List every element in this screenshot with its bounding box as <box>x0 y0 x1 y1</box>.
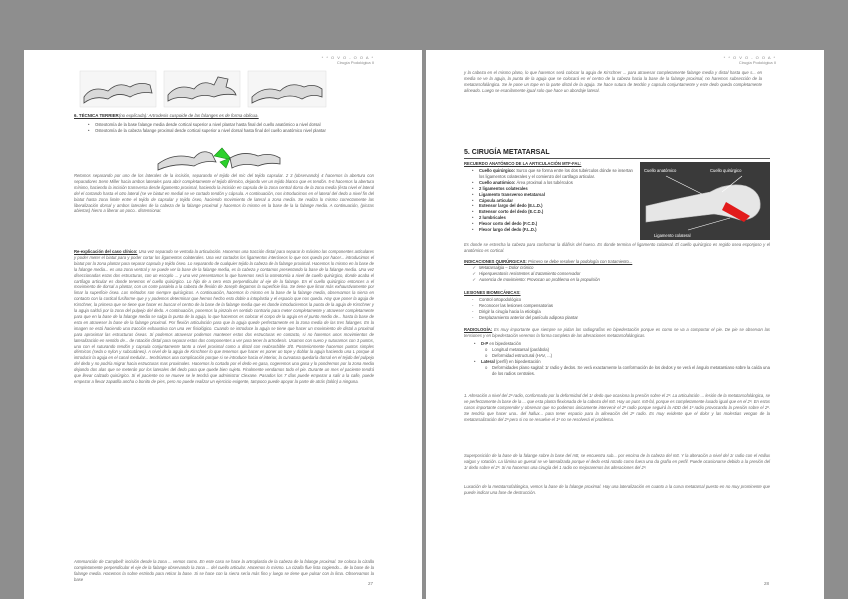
list-item: o Longitud metatarsal (parábola) <box>485 346 550 352</box>
list-item: • Lateral (perfil) en bipedestación <box>474 358 541 364</box>
foot-bones-figure-top <box>78 69 328 109</box>
indications-list <box>470 265 750 283</box>
section-underline <box>464 158 770 159</box>
anatomy-heading: RECUERDO ANATÓMICO DE LA ARTICULACIÓN MTF-FAL: <box>464 161 582 166</box>
list-item: • Osteotomía de la base falange media desde cortical superior a nivel plantar hasta final del cuello anatómico a nivel dorsal <box>88 122 321 127</box>
list-item: • Ligamento transverso metatarsal <box>472 191 545 197</box>
page-number: 27 <box>368 581 374 586</box>
header-code: * * O V O - O O A * <box>723 55 776 60</box>
list-item: - Desplazamiento anterior del panículo adiposo plantar <box>472 314 578 320</box>
case-paragraph-3: Luxación de la metatarsofalángica, vemos la base de la falange proximal. Hay una lateralización en cuanto a la curva metatarsal puesto en no muy prominente que puede indicar una fase de destrucción. <box>464 484 770 495</box>
page-number: 28 <box>764 581 770 586</box>
list-item: - Control ortopodológico <box>472 297 522 302</box>
list-item: o Deformidad estructural (HAV, ...) <box>485 352 553 358</box>
radiology-list <box>472 341 770 376</box>
list-item: • 2 ligamentos colaterales <box>472 185 528 191</box>
procedure-paragraph-1: Retomos separando por uno de los laterales de la incisión, separando el tejido del mic del tejido capsular. 2 3 (observando) 4 hacemos la abertura con separadores Senn Miller hacia ambos laterales para abrir completamente el tejido dérmico, dejando ver un tejido blanco que es tendón. 5-6 hacemos la abertura mínimo, haciendo la incisión transversa desde ligamento proximal, haciendo la incisión en capsula de la zona central dorso de la zona media (ésta nivel el lateral del el cortando hasta el otro lateral (se ve biatut en medial se ve cortado tendón y cápsula. A continuación, nos introducimos en el lateral del dedo a nivel fin del biatut hasta zona limite entre el tejido de capsular y tejido óseo, haciendo movimiento de lateral a zona media. Se realiza lo mismo correctamente las liberalización dorsal y ambos laterales de la cabeza de la falange proximal y hacemos lo mismo en la base de la la falange media. A continuación, (pinzas abiertas) hierro a liberar un poco.. distensionar. <box>74 173 374 214</box>
radiology-paragraph: RADIOLOGÍA: Es muy importante que siempre se pidan las radiografías en bipedestación porque es como se va a comportar el pie. De pie se observan las tensiones y en bipedestación veremos la forma completa de las alteraciones metatarsofalángicas. <box>464 327 770 338</box>
list-item: • Flexor largo del dedo (F.L.D.) <box>472 227 537 233</box>
lesions-list <box>470 297 750 321</box>
list-item: • Cuello quirúrgico: Surco que se forma entre los dos tubérculos dónde se insertan los ligamentos colaterales y el comienzo del cartílago articular. <box>472 168 633 179</box>
list-item: • Osteotomía de la cabeza falange proximal desde cortical superior a nivel dorsal hasta final del cuello anatómico nivel plantar <box>88 127 326 133</box>
header-subject: Cirugía Podológica II <box>738 60 776 65</box>
list-item: • Extensor largo del dedo (E.L.D.) <box>472 203 543 209</box>
procedure-paragraph-2: Re-explicación del caso clínico: Una vez separado se vertoda la articulación. Hacemos una tracción distal para separar lo máximo las componentes articulares y poder meter el biatut para y poder cortar los ligamentos colaterales. Una vez cortados los ligamentos interóseos lo que nos queda por hacer... introducimos el biatut por la zona plantar para separar capsula y tejido óseo. Lo separando de cualquier tejido la cabeza de la falange proximal. Hacemos lo mismo en la base de la falange media... es una zona ventral y se puede ver la base de la falange media, es la cabeza y contamos presentando la base de la falange media. Una vez diseccionadas estas dos estructuras, con un escoplo ... y una vez presentamos lo que haremos será la osteotomía a nivel de cuello quirúrgico, donde acaba el cartílago articular es donde tenemos el cuello quirúrgico. Lo hijo de a cero esta perpendicular al eje de la falange. En el cuello quirúrgico entonces a el movimiento de dorsal a plantar, con un corte paralela a la cabeza de flexión de Joseph degamos la superficie lisa. Se tiene que limar más exhaustivamente por limar la superficie ósea. Los métodos son siempre quirúrgicos. A continuación, hacemos lo mismo en la base de la falange media, observamos la sierra en contacto con la cortical fusiforme que y y podemos determinar que hemos hecho esto doble a intoplastia y el espacio que nos queda. Hay que poner la aguja de Kirschner, la primera que se tiene que hacer es buscar el centro de la base de la falange media que es donde introduciremos la punta de la aguja de Kirschner y la aguja saldrá por la zona del pulpejo del dedo. A continuación, ponemos la pinzola en sentido contrario para meter completamente y atraveser completamente para que en la base de la falange media se salga la punta de la aguja, lo que hacemos es colocar el corpo de la aguja en el punto medio de... hasta la base de esta en atraveser la base de la falange proximal. Por flexión articulación para que la aguja quede perfectamente en la zona media de las tres falanges. En la imagen se está haciendo una tracción exhaustiva con una ver fisiológico. Cuando se introduce la aguja se tiene que hacer un movimiento de distal a proximal para aproximar las estructuras óseas. Si podemos atravesar podemos mantener estos dos estructuras en contacto, si no haremos unos movimientos de lateralización en sentido de... de rotación distal para separar estos dos componentes a ver para tener la artrodesis. Usamos con suero y suturamos con 3 puntos, una con el suturando tendón y capsula conjuntamente tanto a nivel proximal como a distal con reabsorbible 3/0. Posteriormente hacemos puntos simples dérmicos (seda o nylon y subcutáneo). A nivel de la aguja de Kirschner lo que tenemos que hacer es poner un tope y doblar la aguja haciendo una L porque al introducir la aguja en el canal medular... tendríamos una complicación porque si se introduce hacia el interior, la curvatura quedaría dorsal en el tejido del pulpejo del dedo y no podría migrar hacia estructuras mas proximales. Hacemos lo cortado por el dedo en gasa, cogeremos una gasa y lo pondremos por la zona media dejando dos alas que se meterán por los laterales del dedo para que quede bien sujeto. Finalmente vendamos todo el pie. Durante un mes el paciente tendrá que llevar calzado quirúrgico. Si el paciente no se mueve se le tendrá que administrar Clexane. Pasados los 7 días puede empezar a salir a la calle, puede empezar a llevar zapatilla ancha o bonito de pies, pero no puede realizar un ejercicio exigente, tampoco puede apoyar la parte de atrás (talón) a ninguna. <box>74 249 374 384</box>
label-cuello-anatomico: Cuello anatómico <box>644 168 677 173</box>
list-item: • Cuello anatómico: Área proximal a los tubérculos <box>472 179 573 185</box>
list-item: • Extensor corto del dedo (E.C.D.) <box>472 209 544 215</box>
continuation-paragraph: y la cabeza en el mismo plano, lo que haremos será colocar la aguja de Kirschner ... para atravesar completamente falange media y distal hasta que s... en media se ve la aguja, la punta de la aguja que se colocará en el centro de la cabeza hacia la base de la falange proximal, no haremos subsección de la metatarsofalángica. Se le pone un tope en la parte distal de la aguja. Se hace sutura de tendón y capsula conjuntamente y este dedo queda completamente alineado. Luego se esanilamente igual solo que hace un abordaje lateral. <box>464 70 762 93</box>
metatarsal-head-diagram <box>640 162 770 240</box>
definition-paragraph: Es donde se estrecha la cabeza para conformar la diáfisis del hueso. Es donde termina el ligamento colateral. El cuello quirúrgico es regido osea esponjoso y el anatómico es cortical. <box>464 242 770 253</box>
section-5-title: 5. CIRUGÍA METATARSAL <box>464 149 550 156</box>
list-item: ✓ Ausencia de movimiento: Provocan un problema en la propulsión <box>472 276 600 282</box>
page-header <box>724 55 776 65</box>
list-item: ✓ Metatarsalgia – Dolor crónico <box>472 265 534 270</box>
anatomy-list <box>470 168 638 233</box>
label-cuello-quirurgico: Cuello quirúrgico <box>710 168 742 173</box>
left-page <box>24 50 422 599</box>
lesions-heading: LESIONES BIOMECÁNICAS: <box>464 290 521 295</box>
section-6-heading: 6. TÉCNICA TERRIER(no explicada): Artrodesis cuspoide de las falanges es de forma oblicua. <box>74 113 259 118</box>
header-code: * * O V O - O O A * <box>321 55 374 60</box>
indications-heading: INDICACIONES QUIRÚRGICAS: Primero se debe resolver la podología con tratamiento... <box>464 259 633 264</box>
list-item: • Flexor corto del dedo (F.C.D.) <box>472 221 538 227</box>
osteotomy-list <box>86 122 376 134</box>
page-header <box>322 55 374 65</box>
header-subject: Cirugía Podológica II <box>336 60 374 65</box>
case-paragraph-2: Superposición de la base de la falange sobre la base del mtt, se encuentra sub... por encima de la cabeza del mtt. Y la alteración a nivel del 1r radio con el Hallux valgus y rotación. La lámina un guesal se ve lateralizada porque el dedo está rotado como fuera una da grafía en perfil. Puede ocasionarse debido a la presión del 1r dedo sobre el 2º. Si no hacemos una cirugía del 1 radio no mejoraremos las alteraciones del 2º. <box>464 453 770 470</box>
list-item: • 2 lumbricales <box>472 215 506 221</box>
label-ligamento-colateral: Ligamento colateral <box>654 233 691 238</box>
terrier-osteotomy-figure <box>154 142 284 172</box>
procedure-paragraph-3: Artemanción de Campbell: incisión desde la zona ... vemos como. En este caso se hace la artroplastia de la cabeza de la falange proximal. Se coloca la cizalla completamente perpendicular el eje de la falange observando la zona ... del cuello articular. Hacemos lo mismo. La cizalla flue lista cogiendo... de la base de la falange media. Hacemos la sobre estrindo para retirar la base. Si se hace con la sierra sería más fino y luego se tiene que pulsar con la lima. Observamos la base <box>74 559 374 582</box>
case-paragraph-1: 1. Alteración a nivel del 2º radio, conformado por la deformidad del 1r dedo que ocasiona la presión sobre el 2º. La articulación ... lesión de la metatarsofalángica, se ve perfectamente la base de la ... que esta planta flexionada de la cabeza del mtt. Hay un punt. mtt-fal, porque es completamente luxado igual que en el 2º. En estos casos importante comprender y observar que no podemos únicamente intervenir el 2º radio porque seguirá la ADD del 1º radio provocando la presión sobre el 2º. Se tendría que hacer una.. del hallux... para tener espacio para la alineación del 2º radio. Es muy evidente que el dolor y las molestias vengan de la metatarsalización del 2º pero si no se resuelve el 1º no se resolverá el problema. <box>464 393 770 422</box>
list-item: o Deformidades plano sagital: 1r radio y dedos. Se verá exactamente la conformación de los dedos y se verá el ángulo metatarsiano sobre la caída una de los radios centrales. <box>485 364 770 376</box>
right-page <box>426 50 824 599</box>
list-item: ✓ Hiperqueratosis resistentes al tratamiento conservador <box>472 270 581 276</box>
list-item: - Reconocer las lesiones compensatorias <box>472 302 554 308</box>
list-item: • D-P en bipedestación <box>474 341 522 346</box>
list-item: • Cápsula articular <box>472 197 513 203</box>
list-item: - Dirigir la cirugía hacia la etiología <box>472 308 541 314</box>
